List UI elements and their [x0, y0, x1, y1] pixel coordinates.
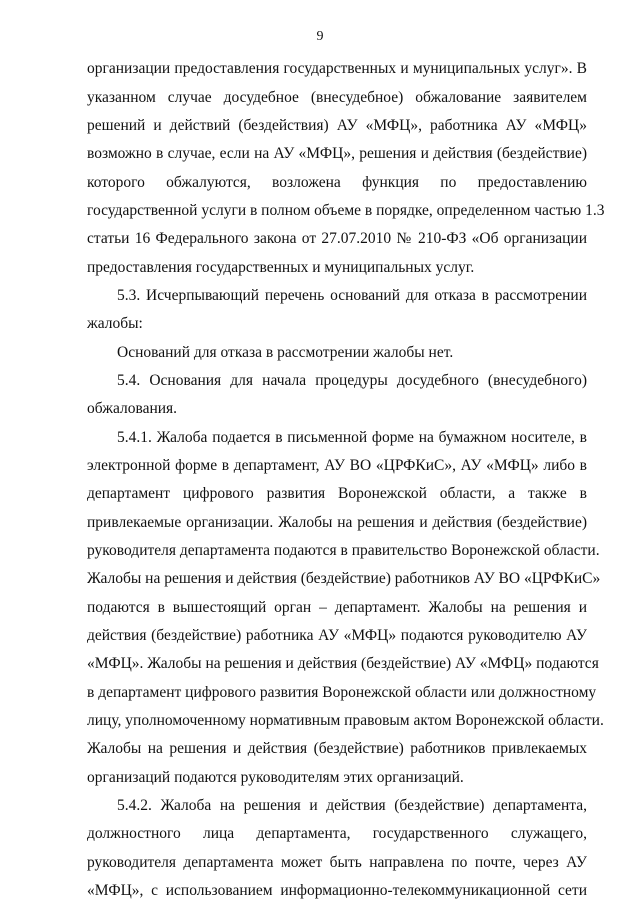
text-line: предоставления государственных и муниципальных услуг. — [87, 259, 475, 276]
text-line: Жалобы на решения и действия (бездействие) работников привлекаемых — [87, 740, 587, 757]
text-line: Оснований для отказа в рассмотрении жалобы нет. — [117, 344, 454, 361]
text-line: действия (бездействие) работника АУ «МФЦ» подаются руководителю АУ — [87, 627, 587, 644]
text-line: 5.4. Основания для начала процедуры досудебного (внесудебного) — [117, 372, 587, 389]
text-line: статьи 16 Федерального закона от 27.07.2010 № 210-ФЗ «Об организации — [87, 230, 587, 247]
text-line: организаций подаются руководителям этих организаций. — [87, 769, 464, 786]
text-line: Жалобы на решения и действия (бездействие) работников АУ ВО «ЦРФКиС» — [87, 570, 601, 587]
text-line: организации предоставления государственных и муниципальных услуг». В — [87, 60, 587, 77]
text-line: руководителя департамента может быть направлена по почте, через АУ — [87, 854, 587, 871]
text-line: департамент цифрового развития Воронежской области, а также в — [87, 485, 587, 502]
text-line: решений и действий (бездействия) АУ «МФЦ», работника АУ «МФЦ» — [87, 117, 587, 134]
text-line: государственной услуги в полном объеме в порядке, определенном частью 1.3 — [87, 202, 605, 219]
text-line: в департамент цифрового развития Воронежской области или должностному — [87, 684, 597, 701]
text-line: которого обжалуются, возложена функция по предоставлению — [87, 174, 587, 191]
text-line: лицу, уполномоченному нормативным правовым актом Воронежской области. — [87, 712, 604, 729]
page-number: 9 — [316, 29, 324, 44]
text-line: указанном случае досудебное (внесудебное) обжалование заявителем — [87, 89, 587, 106]
text-line: жалобы: — [87, 315, 143, 332]
text-line: подаются в вышестоящий орган – департамент. Жалобы на решения и — [87, 599, 587, 616]
text-line: 5.3. Исчерпывающий перечень оснований для отказа в рассмотрении — [117, 287, 587, 304]
text-line: 5.4.1. Жалоба подается в письменной форме на бумажном носителе, в — [117, 429, 587, 446]
text-line: возможно в случае, если на АУ «МФЦ», решения и действия (бездействие) — [87, 145, 587, 162]
text-line: «МФЦ». Жалобы на решения и действия (бездействие) АУ «МФЦ» подаются — [87, 655, 599, 672]
text-line: обжалования. — [87, 400, 178, 417]
text-line: электронной форме в департамент, АУ ВО «ЦРФКиС», АУ «МФЦ» либо в — [87, 457, 587, 474]
text-line: 5.4.2. Жалоба на решения и действия (бездействие) департамента, — [117, 797, 587, 814]
text-line: привлекаемые организации. Жалобы на решения и действия (бездействие) — [87, 514, 587, 531]
text-line: «МФЦ», с использованием информационно-телекоммуникационной сети — [87, 882, 587, 899]
text-line: руководителя департамента подаются в правительство Воронежской области. — [87, 542, 600, 559]
text-line: должностного лица департамента, государственного служащего, — [87, 825, 587, 842]
